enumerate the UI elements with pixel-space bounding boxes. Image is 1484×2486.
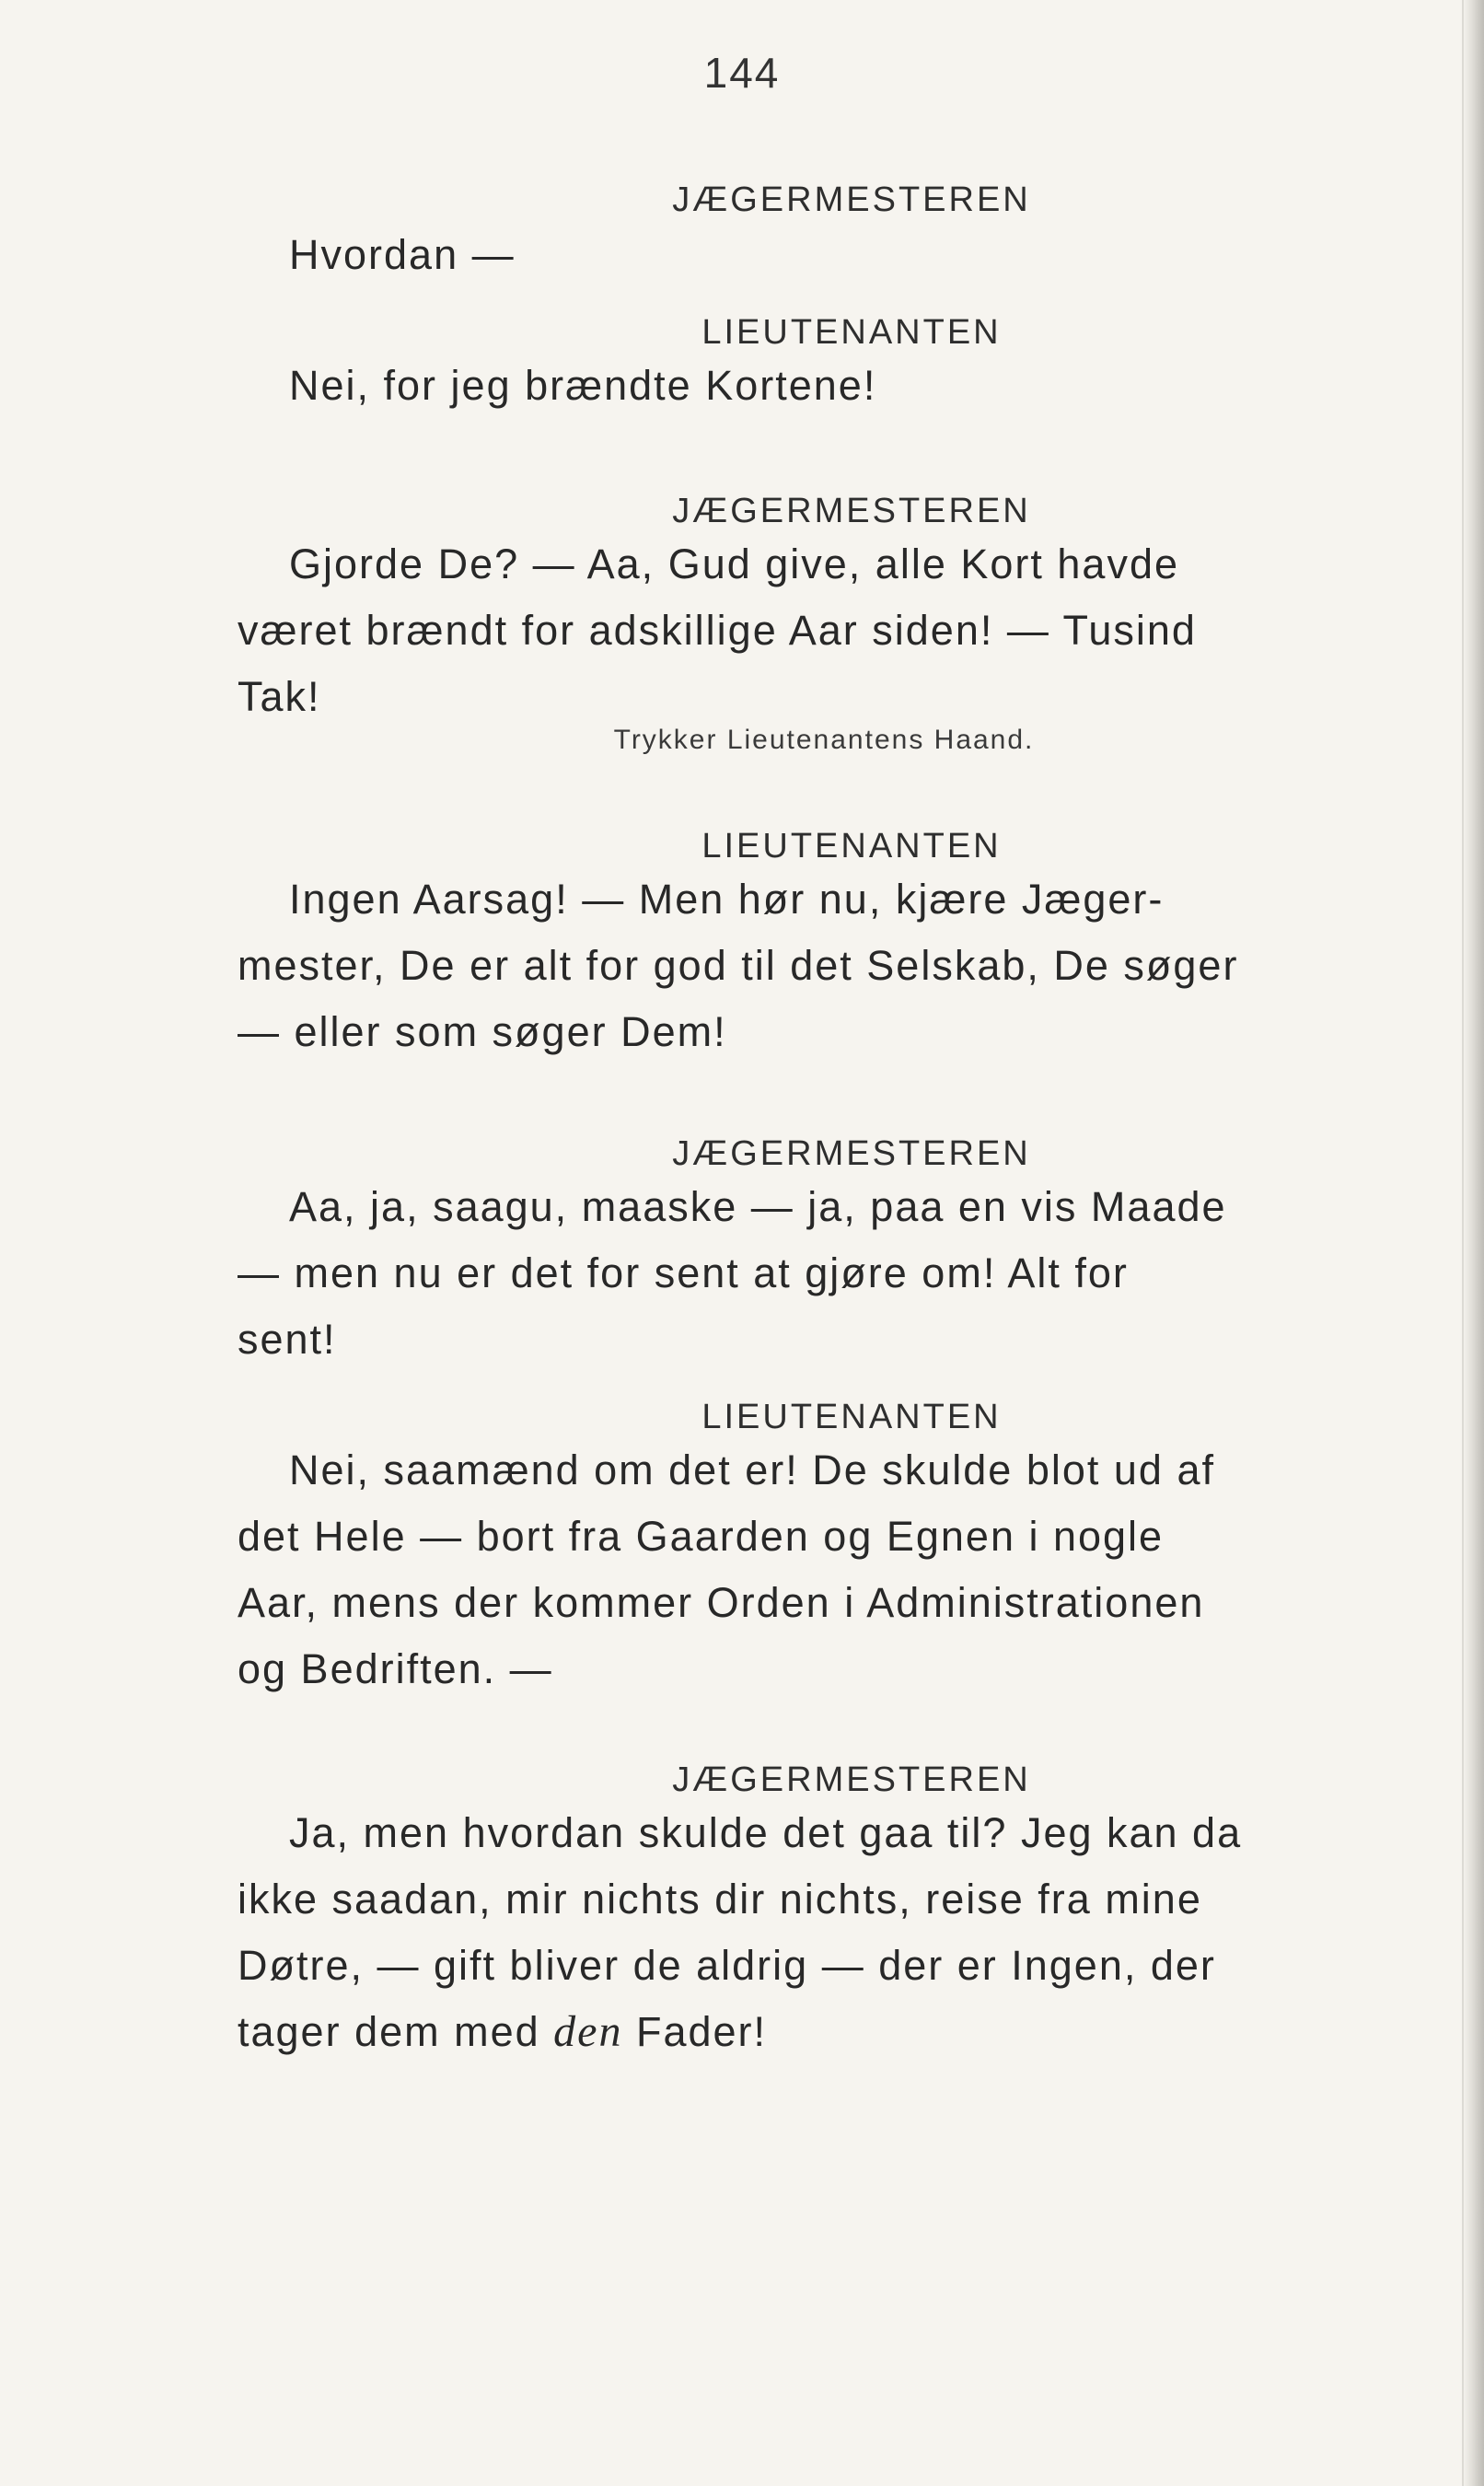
dialogue-block-4 bbox=[238, 827, 1355, 1065]
speaker-name: JÆGERMESTEREN bbox=[672, 492, 1031, 530]
text-line: Ja, men hvordan skulde det gaa til? Jeg kan da bbox=[289, 1809, 1243, 1856]
text-line: Gjorde De? — Aa, Gud give, alle Kort havde bbox=[289, 540, 1179, 587]
text-line: været brændt for adskillige Aar siden! — Tusind bbox=[238, 607, 1197, 654]
text-line: — men nu er det for sent at gjøre om! Alt for bbox=[238, 1249, 1129, 1296]
text-line: Tak! bbox=[238, 673, 321, 720]
text-line: Ingen Aarsag! — Men hør nu, kjære Jæger- bbox=[289, 876, 1165, 923]
speaker-name: JÆGERMESTEREN bbox=[672, 1760, 1031, 1799]
dialogue-block-3 bbox=[238, 492, 1355, 756]
text-line: Aar, mens der kommer Orden i Administrationen bbox=[238, 1579, 1205, 1626]
dialogue-block-7 bbox=[238, 1760, 1355, 2065]
text-line-last bbox=[238, 1999, 1355, 2065]
dialogue-block-6 bbox=[238, 1398, 1355, 1702]
text-line: Aa, ja, saagu, maaske — ja, paa en vis Maade bbox=[289, 1183, 1227, 1230]
speaker-name: JÆGERMESTEREN bbox=[672, 180, 1031, 219]
text-line: og Bedriften. — bbox=[238, 1645, 553, 1692]
text-line: det Hele — bort fra Gaarden og Egnen i nogle bbox=[238, 1513, 1165, 1560]
page-edge bbox=[1464, 0, 1484, 2486]
text-line: Døtre, — gift bliver de aldrig — der er Ingen, der bbox=[238, 1942, 1216, 1989]
dialogue-block-2 bbox=[238, 313, 1355, 419]
page-number: 144 bbox=[703, 49, 781, 97]
speaker-name: JÆGERMESTEREN bbox=[672, 1134, 1031, 1173]
text-line: Nei, saamænd om det er! De skulde blot ud af bbox=[289, 1446, 1215, 1493]
speaker-name: LIEUTENANTEN bbox=[701, 827, 1002, 865]
italic-word: den bbox=[553, 2007, 623, 2056]
speaker-name: LIEUTENANTEN bbox=[701, 313, 1002, 352]
text-line: sent! bbox=[238, 1316, 337, 1363]
stage-direction: Trykker Lieutenantens Haand. bbox=[613, 725, 1035, 755]
speaker-name: LIEUTENANTEN bbox=[701, 1398, 1002, 1436]
dialogue-block-1 bbox=[238, 180, 1355, 288]
text-line: Nei, for jeg brændte Kortene! bbox=[289, 362, 877, 409]
dialogue-block-5 bbox=[238, 1134, 1355, 1373]
text-line: mester, De er alt for god til det Selskab, De søger bbox=[238, 942, 1239, 989]
text-line: Hvordan — bbox=[289, 231, 516, 278]
text-run: Fader! bbox=[622, 2008, 768, 2055]
text-line: — eller som søger Dem! bbox=[238, 1008, 727, 1055]
text-line: ikke saadan, mir nichts dir nichts, reise fra mine bbox=[238, 1876, 1202, 1923]
text-run: tager dem med bbox=[238, 2008, 554, 2055]
